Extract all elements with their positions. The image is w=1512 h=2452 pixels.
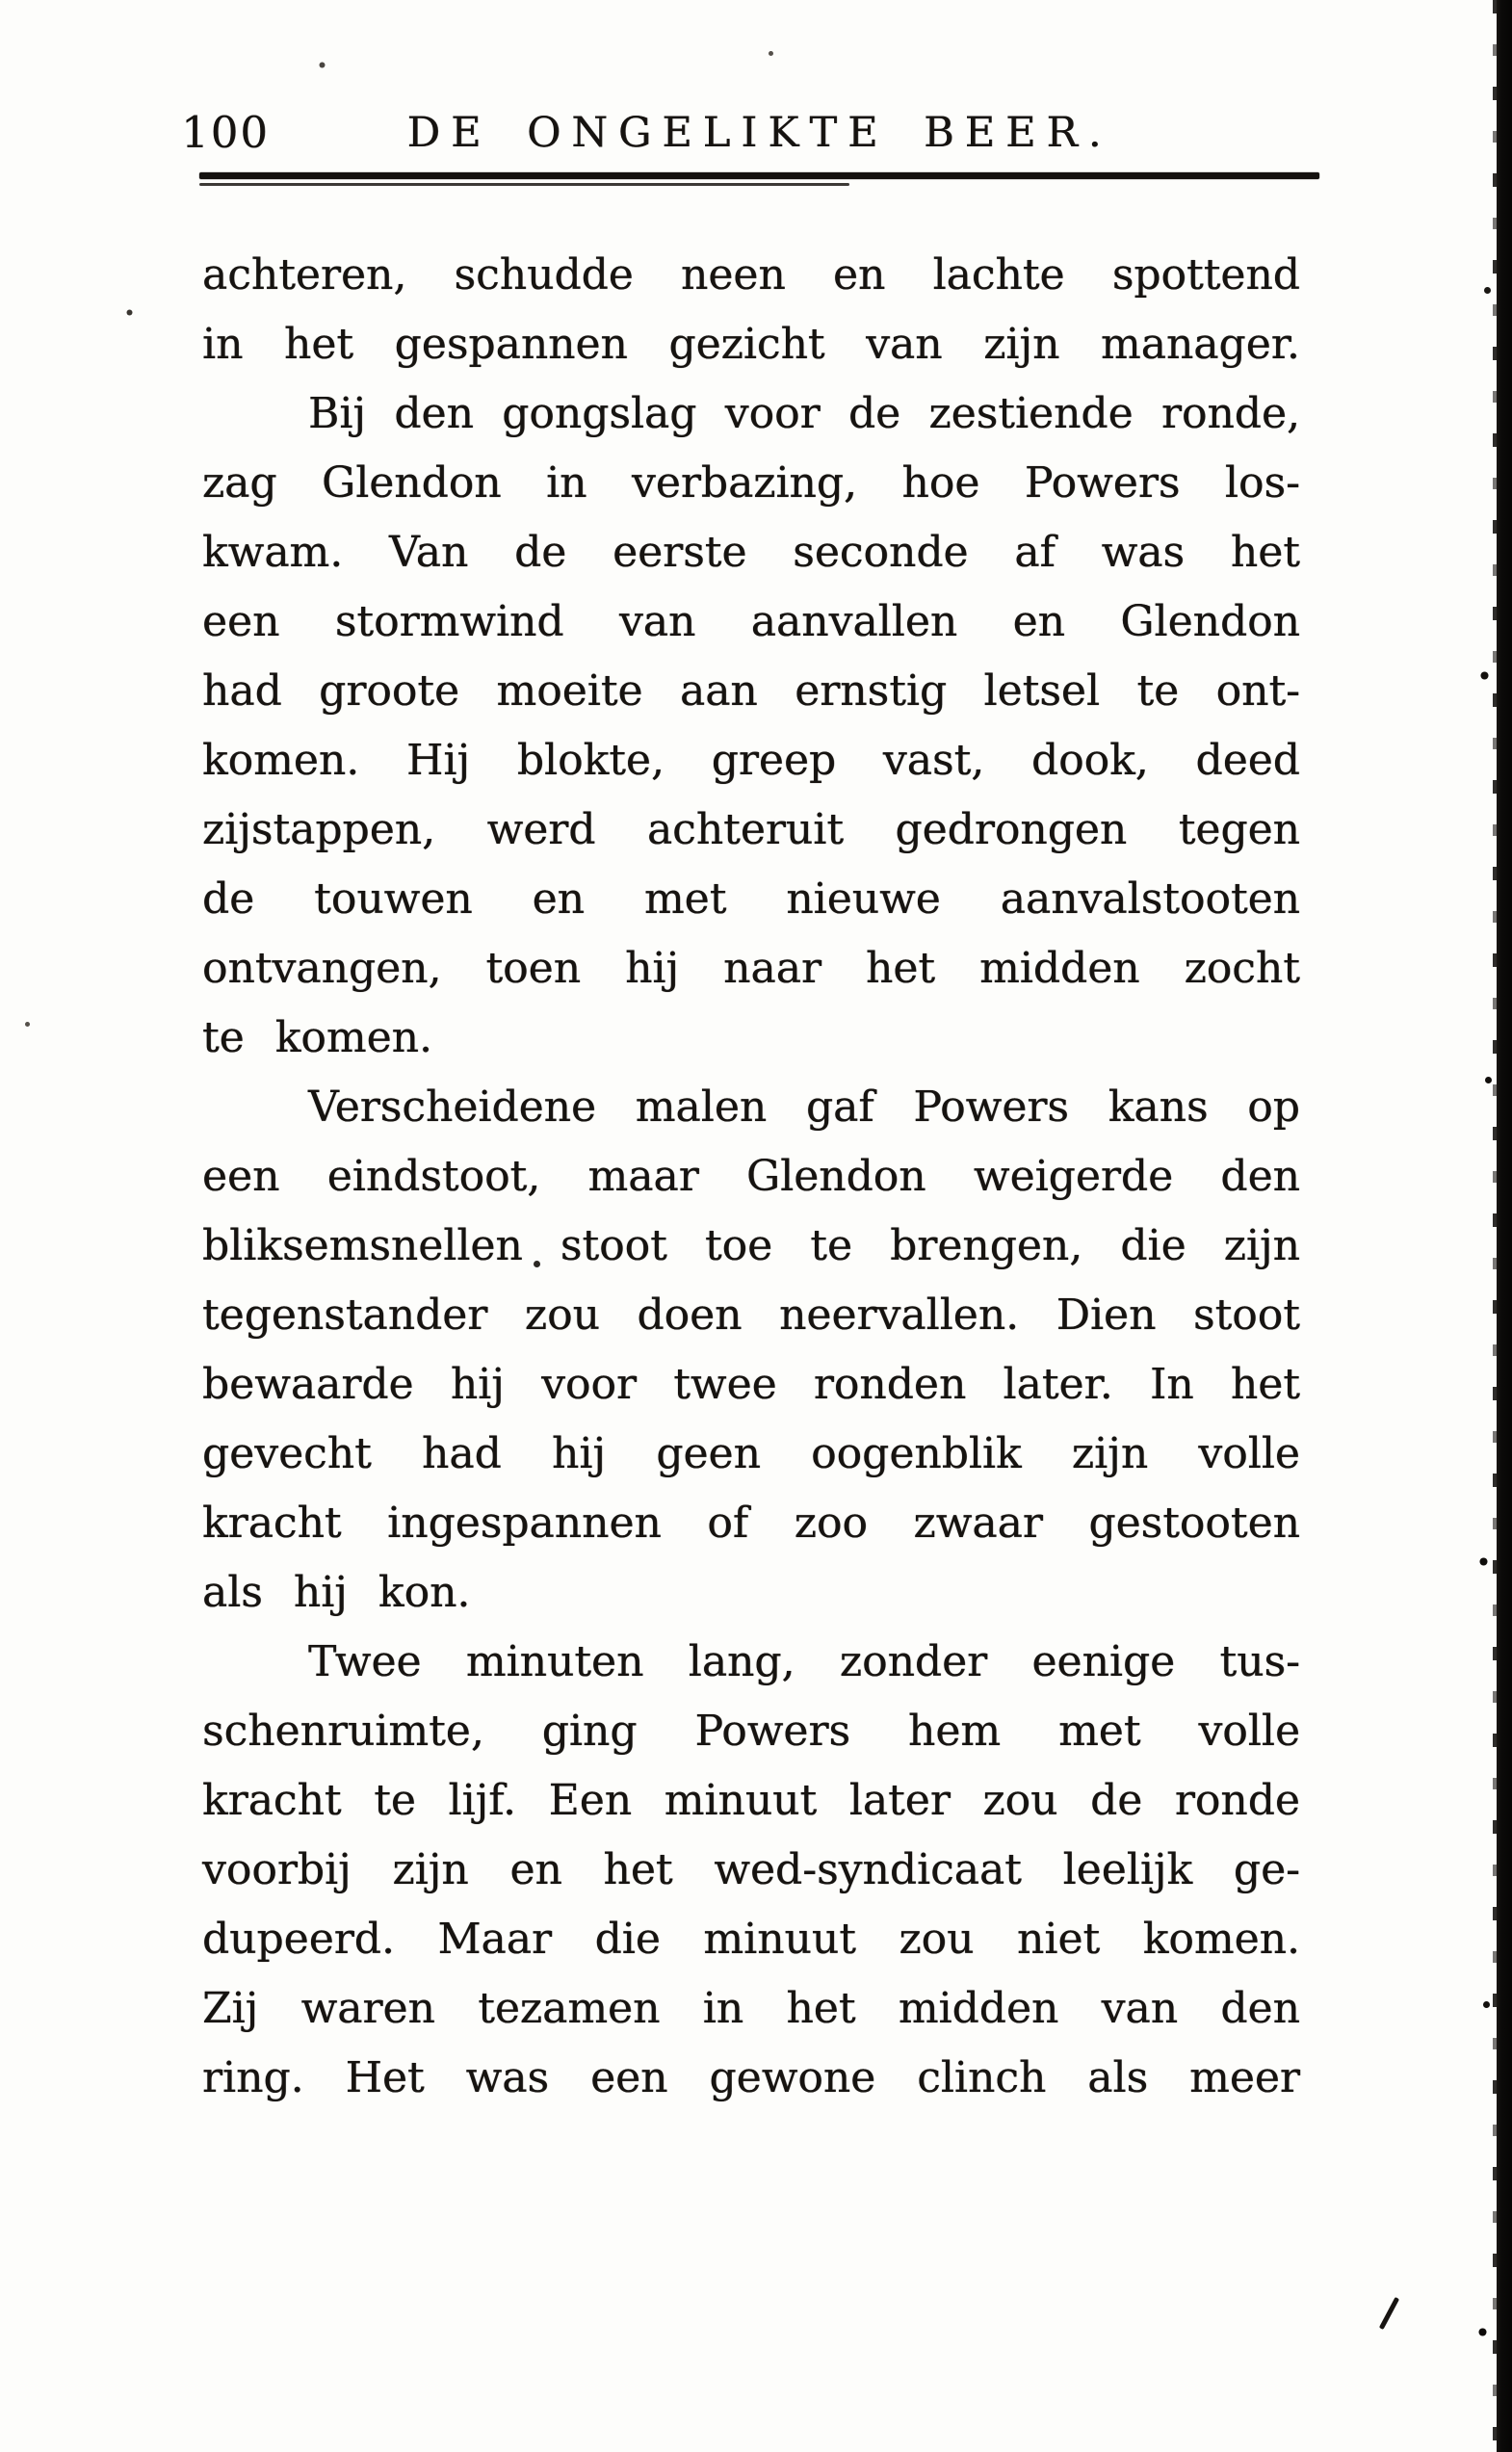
text-line <box>202 1073 1300 1142</box>
word: gongslag <box>502 389 697 438</box>
word: en <box>1012 597 1065 646</box>
word: naar <box>723 944 821 993</box>
word: seconde <box>793 528 969 577</box>
word: den <box>394 389 474 438</box>
word: clinch <box>917 2053 1047 2102</box>
text-line <box>202 1281 1300 1350</box>
word: zijn <box>983 320 1060 369</box>
word: ging <box>541 1707 638 1756</box>
scan-speckles <box>0 0 3 3</box>
header-rule-thick <box>199 172 1319 179</box>
word: stoot <box>1193 1291 1300 1340</box>
word: van <box>866 320 943 369</box>
word: in <box>202 320 244 369</box>
word: midden <box>979 944 1140 993</box>
text-line <box>202 310 1300 379</box>
word: een <box>202 597 280 646</box>
word: de <box>514 528 567 577</box>
word: eerste <box>613 528 747 577</box>
word: Zij <box>202 1984 259 2033</box>
word: zestiende <box>928 389 1134 438</box>
text-line <box>202 2044 1300 2113</box>
word: toe <box>704 1221 773 1270</box>
text-line <box>202 1974 1300 2044</box>
word: malen <box>635 1083 768 1132</box>
word: ingespannen <box>387 1499 662 1548</box>
word: met <box>643 874 727 924</box>
word: blokte, <box>516 736 665 785</box>
word: Powers <box>694 1707 851 1756</box>
word: Het <box>345 2053 425 2102</box>
header-rule <box>199 172 1319 186</box>
word: groote <box>319 666 460 716</box>
text-line <box>202 587 1300 657</box>
word: lachte <box>932 250 1065 300</box>
text-line <box>202 449 1300 518</box>
word: met <box>1058 1707 1141 1756</box>
word: nieuwe <box>786 874 941 924</box>
word: leelijk <box>1062 1845 1193 1894</box>
word: achteruit <box>646 805 844 854</box>
word: aanvallen <box>750 597 958 646</box>
word: dupeerd. <box>202 1915 395 1964</box>
word: los- <box>1224 458 1300 508</box>
text-line <box>202 1836 1300 1905</box>
word: in <box>702 1984 744 2033</box>
word: Twee <box>308 1637 422 1686</box>
word: meer <box>1189 2053 1300 2102</box>
word: of <box>707 1499 749 1548</box>
word: dook, <box>1031 736 1149 785</box>
word: ont- <box>1215 666 1300 716</box>
word: aan <box>679 666 758 716</box>
word: later. <box>1003 1360 1113 1409</box>
word: tegenstander <box>202 1291 488 1340</box>
word: gezicht <box>668 320 825 369</box>
word: doen <box>637 1291 743 1340</box>
text-line <box>202 865 1300 934</box>
word: de <box>202 874 255 924</box>
word: zijn <box>1071 1429 1149 1478</box>
word: het <box>1230 1360 1300 1409</box>
word: oogenblik <box>811 1429 1022 1478</box>
word: als <box>1087 2053 1149 2102</box>
word: lijf. <box>448 1776 517 1825</box>
text-line <box>202 1212 1300 1281</box>
word: in <box>546 458 587 508</box>
word: toen <box>485 944 582 993</box>
word: Maar <box>437 1915 553 1964</box>
text-line <box>202 379 1300 449</box>
word: op <box>1247 1083 1300 1132</box>
word: volle <box>1198 1707 1300 1756</box>
word: gevecht <box>202 1429 372 1478</box>
word: neervallen. <box>779 1291 1020 1340</box>
word: van <box>1101 1984 1179 2033</box>
word: Van <box>389 528 469 577</box>
word: zou <box>524 1291 600 1340</box>
word: volle <box>1198 1429 1300 1478</box>
word: hij <box>625 944 680 993</box>
word: manager. <box>1101 320 1300 369</box>
word: een <box>202 1152 280 1201</box>
word: komen. <box>202 736 360 785</box>
word: was <box>465 2053 550 2102</box>
word: vast, <box>882 736 985 785</box>
word: die <box>1120 1221 1186 1270</box>
word: komen. <box>1142 1915 1300 1964</box>
word: maar <box>587 1152 699 1201</box>
word: midden <box>898 1984 1059 2033</box>
word: lang, <box>688 1637 795 1686</box>
word: te <box>374 1776 416 1825</box>
word: tezamen <box>478 1984 661 2033</box>
word: was <box>1101 528 1186 577</box>
word: de <box>1090 1776 1143 1825</box>
text-line <box>202 726 1300 796</box>
word: het <box>284 320 354 369</box>
word: zijstappen, <box>202 805 436 854</box>
text-line <box>202 518 1300 587</box>
word: tegen <box>1178 805 1300 854</box>
word: het <box>1230 528 1300 577</box>
word: neen <box>681 250 786 300</box>
word: eindstoot, <box>326 1152 541 1201</box>
word: kracht <box>202 1776 342 1825</box>
word: zoo <box>794 1499 868 1548</box>
word: kwam. <box>202 528 344 577</box>
word: Dien <box>1056 1291 1157 1340</box>
word: hij <box>552 1429 607 1478</box>
word: Bij <box>308 389 367 438</box>
text-line <box>202 934 1300 1004</box>
text-line <box>202 1142 1300 1212</box>
word: weigerde <box>973 1152 1174 1201</box>
word: stoot <box>560 1221 667 1270</box>
text-line <box>202 241 1300 310</box>
word: en <box>833 250 886 300</box>
text-line <box>202 1420 1300 1489</box>
word: Glendon <box>1120 597 1300 646</box>
word: hoe <box>901 458 980 508</box>
word: gedrongen <box>895 805 1128 854</box>
word: voorbij <box>202 1845 352 1894</box>
page-text <box>202 241 1300 2113</box>
page-number: 100 <box>181 107 270 158</box>
word: de <box>847 389 901 438</box>
word: had <box>202 666 282 716</box>
word: te <box>810 1221 853 1270</box>
word: zocht <box>1184 944 1300 993</box>
word: zou <box>899 1915 975 1964</box>
word: den <box>1220 1984 1300 2033</box>
word: Glendon <box>322 458 502 508</box>
word: hij <box>450 1360 505 1409</box>
word: en <box>532 874 586 924</box>
scan-corner-mark <box>1379 2297 1399 2330</box>
text-line <box>202 796 1300 865</box>
word: geen <box>656 1429 761 1478</box>
text-line: te komen. <box>202 1013 432 1062</box>
word: gaf <box>805 1083 874 1132</box>
word: stormwind <box>334 597 564 646</box>
word: gestooten <box>1088 1499 1300 1548</box>
word: moeite <box>496 666 643 716</box>
word: Powers <box>1024 458 1181 508</box>
header-rule-thin <box>199 183 849 186</box>
word: Glendon <box>746 1152 926 1201</box>
word: wed-syndicaat <box>714 1845 1022 1894</box>
word: twee <box>673 1360 777 1409</box>
text-line <box>202 1697 1300 1766</box>
word: achteren, <box>202 250 407 300</box>
word: Hij <box>406 736 471 785</box>
running-title: DE ONGELIKTE BEER. <box>406 109 1112 157</box>
word: zijn <box>1223 1221 1300 1270</box>
word: werd <box>486 805 596 854</box>
word: van <box>618 597 696 646</box>
word: kracht <box>202 1499 342 1548</box>
word: minuut <box>664 1776 818 1825</box>
word: het <box>866 944 936 993</box>
word: ronde, <box>1160 389 1300 438</box>
word: niet <box>1017 1915 1101 1964</box>
word: greep <box>711 736 837 785</box>
word: den <box>1220 1152 1300 1201</box>
word: ernstig <box>795 666 948 716</box>
text-line <box>202 1489 1300 1558</box>
word: en <box>509 1845 562 1894</box>
word: die <box>594 1915 661 1964</box>
word: deed <box>1195 736 1300 785</box>
word: ronden <box>813 1360 967 1409</box>
word: waren <box>300 1984 435 2033</box>
page-header <box>0 106 1512 160</box>
text-line <box>202 1350 1300 1420</box>
word: te <box>1136 666 1180 716</box>
text-line <box>202 1905 1300 1974</box>
word: In <box>1149 1360 1194 1409</box>
word: gespannen <box>394 320 628 369</box>
word: voor <box>541 1360 637 1409</box>
word: bliksemsnellen <box>202 1221 523 1270</box>
text-line <box>202 1628 1300 1697</box>
word: Een <box>548 1776 633 1825</box>
word: minuut <box>703 1915 856 1964</box>
word: had <box>422 1429 502 1478</box>
word: hem <box>908 1707 1002 1756</box>
word: schudde <box>454 250 634 300</box>
word: een <box>590 2053 668 2102</box>
word: bewaarde <box>202 1360 414 1409</box>
word: later <box>848 1776 951 1825</box>
word: minuten <box>465 1637 644 1686</box>
word: gewone <box>709 2053 876 2102</box>
word: spottend <box>1111 250 1300 300</box>
word: ring. <box>202 2053 304 2102</box>
word: ontvangen, <box>202 944 442 993</box>
word: Verscheidene <box>308 1083 597 1132</box>
word: zonder <box>839 1637 988 1686</box>
word: verbazing, <box>631 458 858 508</box>
scan-edge-bar <box>1497 0 1512 2452</box>
word: aanvalstooten <box>1000 874 1300 924</box>
word: touwen <box>314 874 473 924</box>
word: eenige <box>1031 1637 1176 1686</box>
word: zwaar <box>913 1499 1043 1548</box>
word: zou <box>982 1776 1058 1825</box>
word: tus- <box>1219 1637 1300 1686</box>
word: het <box>603 1845 673 1894</box>
word: brengen, <box>890 1221 1083 1270</box>
word: het <box>786 1984 856 2033</box>
text-line <box>202 657 1300 726</box>
word: schenruimte, <box>202 1707 484 1756</box>
text-line: als hij kon. <box>202 1568 471 1617</box>
word: kans <box>1108 1083 1209 1132</box>
word: voor <box>724 389 821 438</box>
word: zag <box>202 458 277 508</box>
word: zijn <box>392 1845 469 1894</box>
word: ge- <box>1233 1845 1300 1894</box>
word: af <box>1014 528 1056 577</box>
word: letsel <box>983 666 1101 716</box>
word: Powers <box>913 1083 1069 1132</box>
word: ronde <box>1174 1776 1300 1825</box>
text-line <box>202 1766 1300 1836</box>
